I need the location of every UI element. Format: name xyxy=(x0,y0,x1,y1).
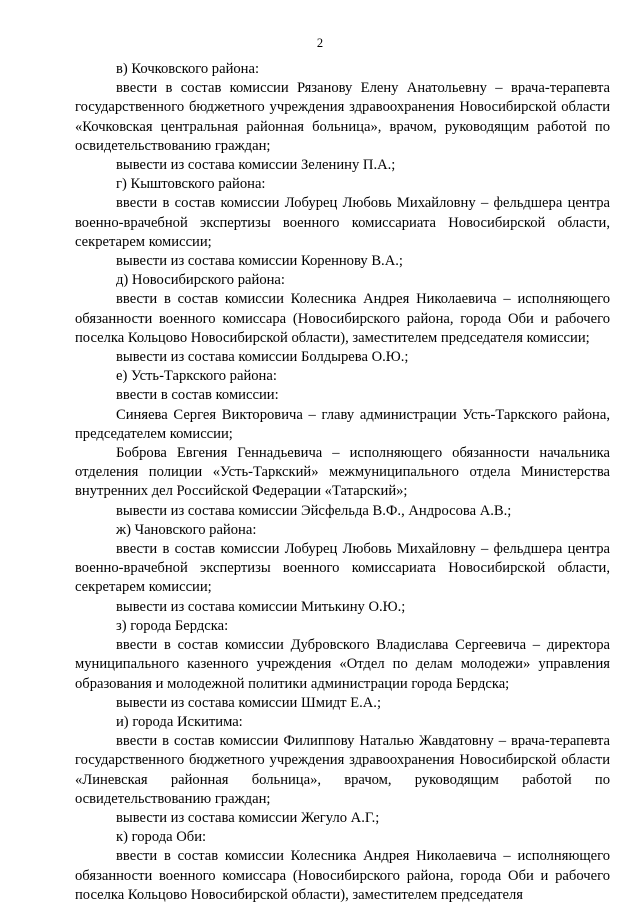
paragraph: ввести в состав комиссии Дубровского Владислава Сергеевича – директора муниципального казенного учреждения «Отдел по делам молодежи» управления образования и молодежной политики администрации города Бердска; xyxy=(75,637,610,692)
paragraph: вывести из состава комиссии Кореннову В.А.; xyxy=(116,253,403,270)
paragraph: к) города Оби: xyxy=(116,829,207,846)
paragraph: вывести из состава комиссии Эйсфельда В.Ф., Андросова А.В.; xyxy=(116,502,512,519)
document-body xyxy=(75,60,610,905)
paragraph: ввести в состав комиссии Рязанову Елену Анатольевну – врача-терапевта государственного бюджетного учреждения здравоохранения Новосибирской области «Кочковская центральная районная больница», врачом, руководящим работой по освидетельствованию граждан; xyxy=(75,80,610,154)
paragraph: з) города Бердска: xyxy=(116,617,229,634)
paragraph: Боброва Евгения Геннадьевича – исполняющего обязанности начальника отделения полиции «Усть-Таркский» межмуниципального отдела Министерства внутренних дел Российской Федерации «Татарский»; xyxy=(75,445,610,500)
page-number: 2 xyxy=(316,36,324,50)
paragraph: вывести из состава комиссии Жегуло А.Г.; xyxy=(116,809,380,826)
paragraph: вывести из состава комиссии Шмидт Е.А.; xyxy=(116,694,382,711)
paragraph: ввести в состав комиссии Филиппову Наталью Жавдатовну – врача-терапевта государственного бюджетного учреждения здравоохранения Новосибирской области «Линевская районная больница», врачом, руководящим работой по освидетельствованию граждан; xyxy=(75,733,610,807)
paragraph: в) Кочковского района: xyxy=(116,61,260,77)
paragraph: вывести из состава комиссии Болдырева О.Ю.; xyxy=(116,349,409,366)
paragraph: ввести в состав комиссии Колесника Андрея Николаевича – исполняющего обязанности военного комиссара (Новосибирского района, города Оби и рабочего поселка Кольцово Новосибирской области), заместителем председателя xyxy=(75,848,610,903)
paragraph: Синяева Сергея Викторовича – главу администрации Усть-Таркского района, председателем комиссии; xyxy=(75,406,610,442)
paragraph: ж) Чановского района: xyxy=(116,521,257,538)
paragraph: г) Кыштовского района: xyxy=(116,176,266,193)
paragraph: ввести в состав комиссии Колесника Андрея Николаевича – исполняющего обязанности военного комиссара (Новосибирского района, города Оби и рабочего поселка Кольцово Новосибирской области), заместителем председателя комиссии; xyxy=(75,291,610,346)
paragraph: вывести из состава комиссии Митькину О.Ю.; xyxy=(116,598,406,615)
paragraph: ввести в состав комиссии Лобурец Любовь Михайловну – фельдшера центра военно-врачебной экспертизы военного комиссариата Новосибирской области, секретарем комиссии; xyxy=(75,195,610,250)
paragraph: е) Усть-Таркского района: xyxy=(116,368,277,385)
paragraph: вывести из состава комиссии Зеленину П.А.; xyxy=(116,157,396,174)
paragraph: ввести в состав комиссии: xyxy=(116,387,279,404)
paragraph: д) Новосибирского района: xyxy=(116,272,285,289)
paragraph: ввести в состав комиссии Лобурец Любовь Михайловну – фельдшера центра военно-врачебной экспертизы военного комиссариата Новосибирской области, секретарем комиссии; xyxy=(75,541,610,596)
paragraph: и) города Искитима: xyxy=(116,713,243,730)
